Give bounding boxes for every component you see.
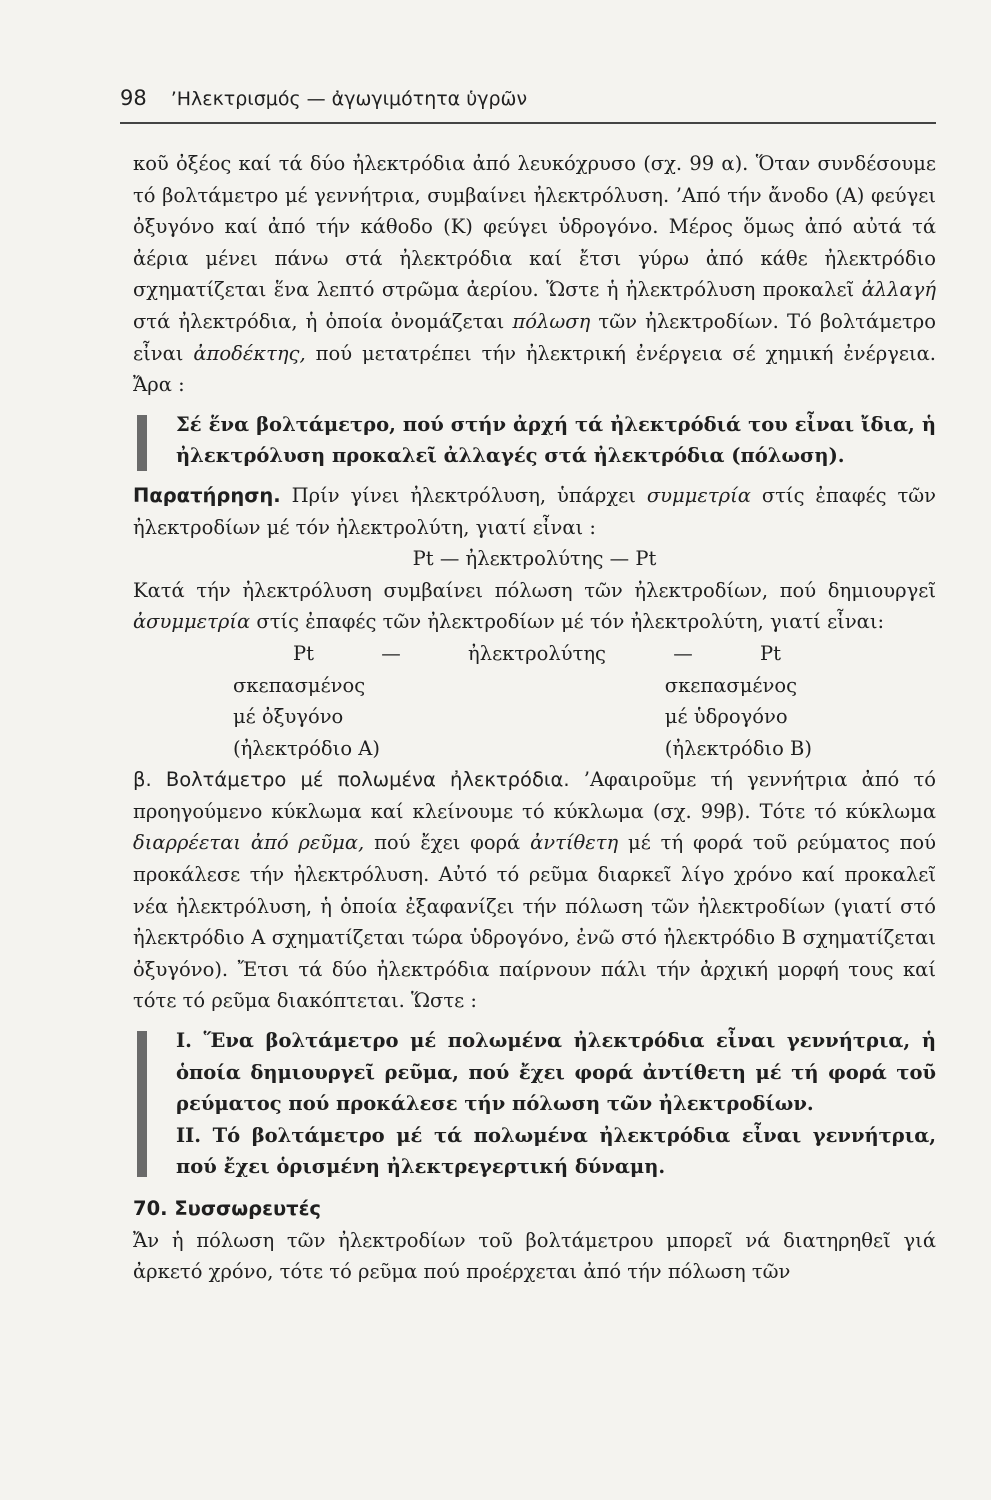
italic-term: ἀποδέκτης, — [193, 341, 306, 365]
text: στίς ἐπαφές τῶν ἠλεκτροδίων μέ τόν ἠλεκτρολύτη, γιατί εἶναι : — [133, 483, 937, 539]
line: μέ ὀξυγόνο — [233, 705, 344, 729]
italic-term: ἀντίθετη — [530, 831, 619, 855]
text: ’Αφαιροῦμε τή γεννήτρια ἀπό τό προηγούμενο κύκλωμα καί κλείνουμε τό κύκλωμα (σχ. 99β). Τότε τό κύκλωμα — [133, 768, 936, 823]
text: στίς ἐπαφές τῶν ἠλεκτροδίων μέ τόν ἠλεκτρολύτη, γιατί εἶναι: — [256, 610, 885, 634]
italic-term: ἀσυμμετρία — [133, 610, 251, 634]
page-number: 98 — [120, 86, 147, 110]
page-header — [120, 86, 935, 110]
section-70-heading: 70. Συσσωρευτές — [133, 1197, 321, 1220]
formula-left: Pt — [293, 641, 314, 665]
electrode-b-description — [665, 670, 812, 765]
rule-text-2: ΙΙ. Τό βολτάμετρο μέ τά πολωμένα ἠλεκτρόδια εἶναι γεννήτρια, πού ἔχει ὁρισμένη ἠλεκτρεγερτική δύναμη. — [176, 1123, 936, 1179]
italic-term: ἀλλαγή — [861, 278, 937, 302]
text: Πρίν γίνει ἠλεκτρόλυση, ὑπάρχει — [291, 483, 636, 507]
running-title: ’Ηλεκτρισμός — ἀγωγιμότητα ὑγρῶν — [170, 88, 528, 110]
text: Κατά τήν ἠλεκτρόλυση συμβαίνει πόλωση τῶν ἠλεκτροδίων, πού δημιουργεῖ — [133, 578, 936, 602]
formula-dash: — — [673, 641, 693, 665]
page-body — [133, 148, 936, 1288]
margin-bar — [137, 415, 147, 471]
observation-label: Παρατήρηση. — [133, 483, 281, 507]
symmetry-formula: Pt — ἠλεκτρολύτης — Pt — [412, 547, 657, 571]
asymmetry-formula — [133, 638, 936, 670]
rule-text-1: Ι. Ἕνα βολτάμετρο μέ πολωμένα ἠλεκτρόδια εἶναι γεννήτρια, ἡ ὁποία δημιουργεῖ ρεῦμα, πού ἔχει φορά ἀντίθετη μέ τή φορά τοῦ ρεύματος πού προκάλεσε τήν πόλωση τῶν ἠλεκτροδίων. — [176, 1029, 936, 1116]
italic-term: διαρρέεται ἀπό ρεῦμα, — [133, 831, 365, 855]
line: σκεπασμένος — [233, 673, 366, 697]
electrode-a-description — [233, 670, 380, 765]
formula-dash: — — [381, 641, 401, 665]
margin-bar — [137, 1031, 147, 1177]
line: σκεπασμένος — [664, 673, 797, 697]
section-b-title: β. Βολτάμετρο μέ πολωμένα ἠλεκτρόδια. — [133, 768, 570, 792]
formula-middle: ἠλεκτρολύτης — [468, 641, 606, 665]
formula-right: Pt — [760, 641, 781, 665]
header-rule — [120, 122, 936, 124]
line: μέ ὑδρογόνο — [664, 705, 788, 729]
rule-box-generator — [133, 1025, 936, 1183]
text: πού ἔχει φορά — [374, 831, 521, 855]
text: τῶν ἠλεκτροδίων. Τό βολτάμετρο εἶναι — [133, 309, 936, 365]
electrode-descriptions — [133, 670, 936, 765]
paragraph-accumulators: Ἄν ἡ πόλωση τῶν ἠλεκτροδίων τοῦ βολτάμετρου μπορεῖ νά διατηρηθεῖ γιά ἀρκετό χρόνο, τότε τό ρεῦμα πού προέρχεται ἀπό τήν πόλωση τῶν — [133, 1228, 936, 1284]
line: (ἠλεκτρόδιο Β) — [664, 736, 812, 760]
text: πού μετατρέπει τήν ἠλεκτρική ἐνέργεια σέ χημική ἐνέργεια. Ἄρα : — [133, 341, 936, 397]
rule-text: Σέ ἕνα βολτάμετρο, πού στήν ἀρχή τά ἠλεκτρόδιά του εἶναι ἴδια, ἡ ἠλεκτρόλυση προκαλεῖ ἀλλαγές στά ἠλεκτρόδια (πόλωση). — [176, 412, 936, 468]
rule-box-polarization — [133, 409, 936, 472]
text: μέ τή φορά τοῦ ρεύματος πού προκάλεσε τήν ἠλεκτρόλυση. Αὐτό τό ρεῦμα διαρκεῖ λίγο χρόνο καί προκαλεῖ νέα ἠλεκτρόλυση, ἡ ὁποία ἐξαφανίζει τήν πόλωση τῶν ἠλεκτροδίων (γιατί στό ἠλεκτρόδιο Α σχηματίζεται τώρα ὑδρογόνο, ἐνῶ στό ἠλεκτρόδιο Β σχηματίζεται ὀξυγόνο). Ἔτσι τά δύο ἠλεκτρόδια παίρνουν πάλι τήν ἀρχική μορφή τους καί τότε τό ρεῦμα διακόπτεται. Ὥστε : — [133, 831, 936, 1013]
paragraph-electrolysis — [133, 148, 936, 401]
paragraph-polarized-voltameter — [133, 764, 936, 1017]
paragraph-observation — [133, 480, 936, 543]
line: (ἠλεκτρόδιο Α) — [233, 736, 380, 760]
text: στά ἠλεκτρόδια, ἡ ὁποία ὀνομάζεται — [133, 309, 505, 333]
italic-term: πόλωση — [512, 309, 591, 333]
italic-term: συμμετρία — [646, 483, 751, 507]
paragraph-asymmetry — [133, 575, 936, 638]
text: κοῦ ὀξέος καί τά δύο ἠλεκτρόδια ἀπό λευκόχρυσο (σχ. 99 α). Ὅταν συνδέσουμε τό βολτάμετρο μέ γεννήτρια, συμβαίνει ἠλεκτρόλυση. ’Από τήν ἄνοδο (Α) φεύγει ὀξυγόνο καί ἀπό τήν κάθοδο (Κ) φεύγει ὑδρογόνο. Μέρος ὅμως ἀπό αὐτά τά ἀέρια μένει πάνω στά ἠλεκτρόδια καί ἔτσι γύρω ἀπό κάθε ἠλεκτρόδιο σχηματίζεται ἕνα λεπτό στρῶμα ἀερίου. Ὥστε ἡ ἠλεκτρόλυση προκαλεῖ — [133, 152, 936, 302]
